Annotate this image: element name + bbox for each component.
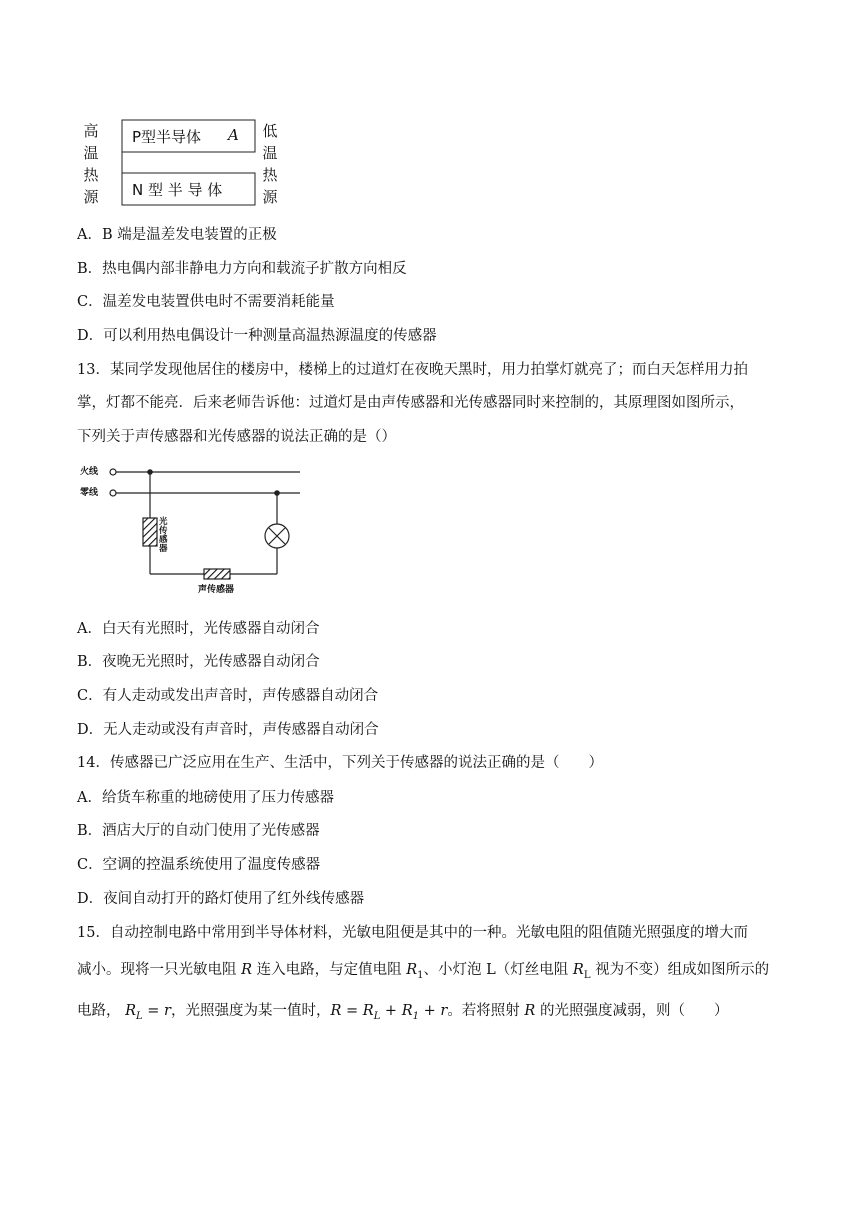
- hot-source-label: 高 温 热 源: [83, 122, 99, 206]
- terminal-a-label: A: [228, 126, 239, 144]
- q12-option-b: B．热电偶内部非静电力方向和载流子扩散方向相反: [77, 261, 407, 277]
- n-type-label: N 型 半 导 体: [132, 181, 223, 199]
- q15-stem-line3: 电路， $R_L = r$，光照强度为某一值时，$R = R_L + R_1 + r$。若将照射 R 的光照强度减弱，则（ ）: [77, 1003, 729, 1022]
- q13-stem-line2: 掌，灯都不能亮．后来老师告诉他：过道灯是由声传感器和光传感器同时来控制的，其原理图如图所示，: [77, 395, 744, 411]
- fire-wire-label: 火线: [80, 467, 99, 477]
- equation-r-sum: $R = R_L + R_1 + r$: [330, 1003, 448, 1022]
- q14-option-d: D．夜间自动打开的路灯使用了红外线传感器: [77, 891, 365, 907]
- p-type-label: P型半导体: [132, 128, 202, 146]
- equation-rl-equals-r: $R_L = r$: [125, 1003, 171, 1022]
- q13-option-c: C．有人走动或发出声音时，声传感器自动闭合: [77, 688, 379, 704]
- q14-stem: 14．传感器已广泛应用在生产、生活中，下列关于传感器的说法正确的是（ ）: [77, 755, 603, 771]
- light-sensor-label: 光 传 感 器: [159, 517, 168, 554]
- q14-option-a: A．给货车称重的地磅使用了压力传感器: [77, 790, 334, 806]
- thermocouple-figure: [80, 118, 285, 208]
- q15-stem-line2: 减小。现将一只光敏电阻 R 连入电路，与定值电阻 $R_1$、小灯泡 L（灯丝电阻 $R_L$ 视为不变）组成如图所示的: [77, 962, 770, 981]
- q15-stem-line1: 15．自动控制电路中常用到半导体材料，光敏电阻便是其中的一种。光敏电阻的阻值随光照强度的增大而: [77, 925, 748, 941]
- q13-option-d: D．无人走动或没有声音时，声传感器自动闭合: [77, 722, 379, 738]
- neutral-wire-label: 零线: [80, 488, 99, 498]
- q14-option-b: B．酒店大厅的自动门使用了光传感器: [77, 823, 320, 839]
- sound-sensor-label: 声传感器: [198, 585, 235, 595]
- q13-option-a: A．白天有光照时，光传感器自动闭合: [77, 621, 320, 637]
- q12-option-d: D．可以利用热电偶设计一种测量高温热源温度的传感器: [77, 328, 437, 344]
- q12-option-a: A．B 端是温差发电装置的正极: [77, 227, 277, 243]
- circuit-figure: [80, 458, 310, 598]
- q13-option-b: B．夜晚无光照时，光传感器自动闭合: [77, 654, 320, 670]
- q12-option-c: C．温差发电装置供电时不需要消耗能量: [77, 294, 335, 310]
- q13-stem-line3: 下列关于声传感器和光传感器的说法正确的是（）: [77, 429, 396, 445]
- q14-option-c: C．空调的控温系统使用了温度传感器: [77, 857, 321, 873]
- q13-stem-line1: 13．某同学发现他居住的楼房中，楼梯上的过道灯在夜晚天黑时，用力拍掌灯就亮了；而白天怎样用力拍: [77, 362, 748, 378]
- circuit-diagram: [80, 458, 310, 598]
- cold-source-label: 低 温 热 源: [262, 122, 278, 206]
